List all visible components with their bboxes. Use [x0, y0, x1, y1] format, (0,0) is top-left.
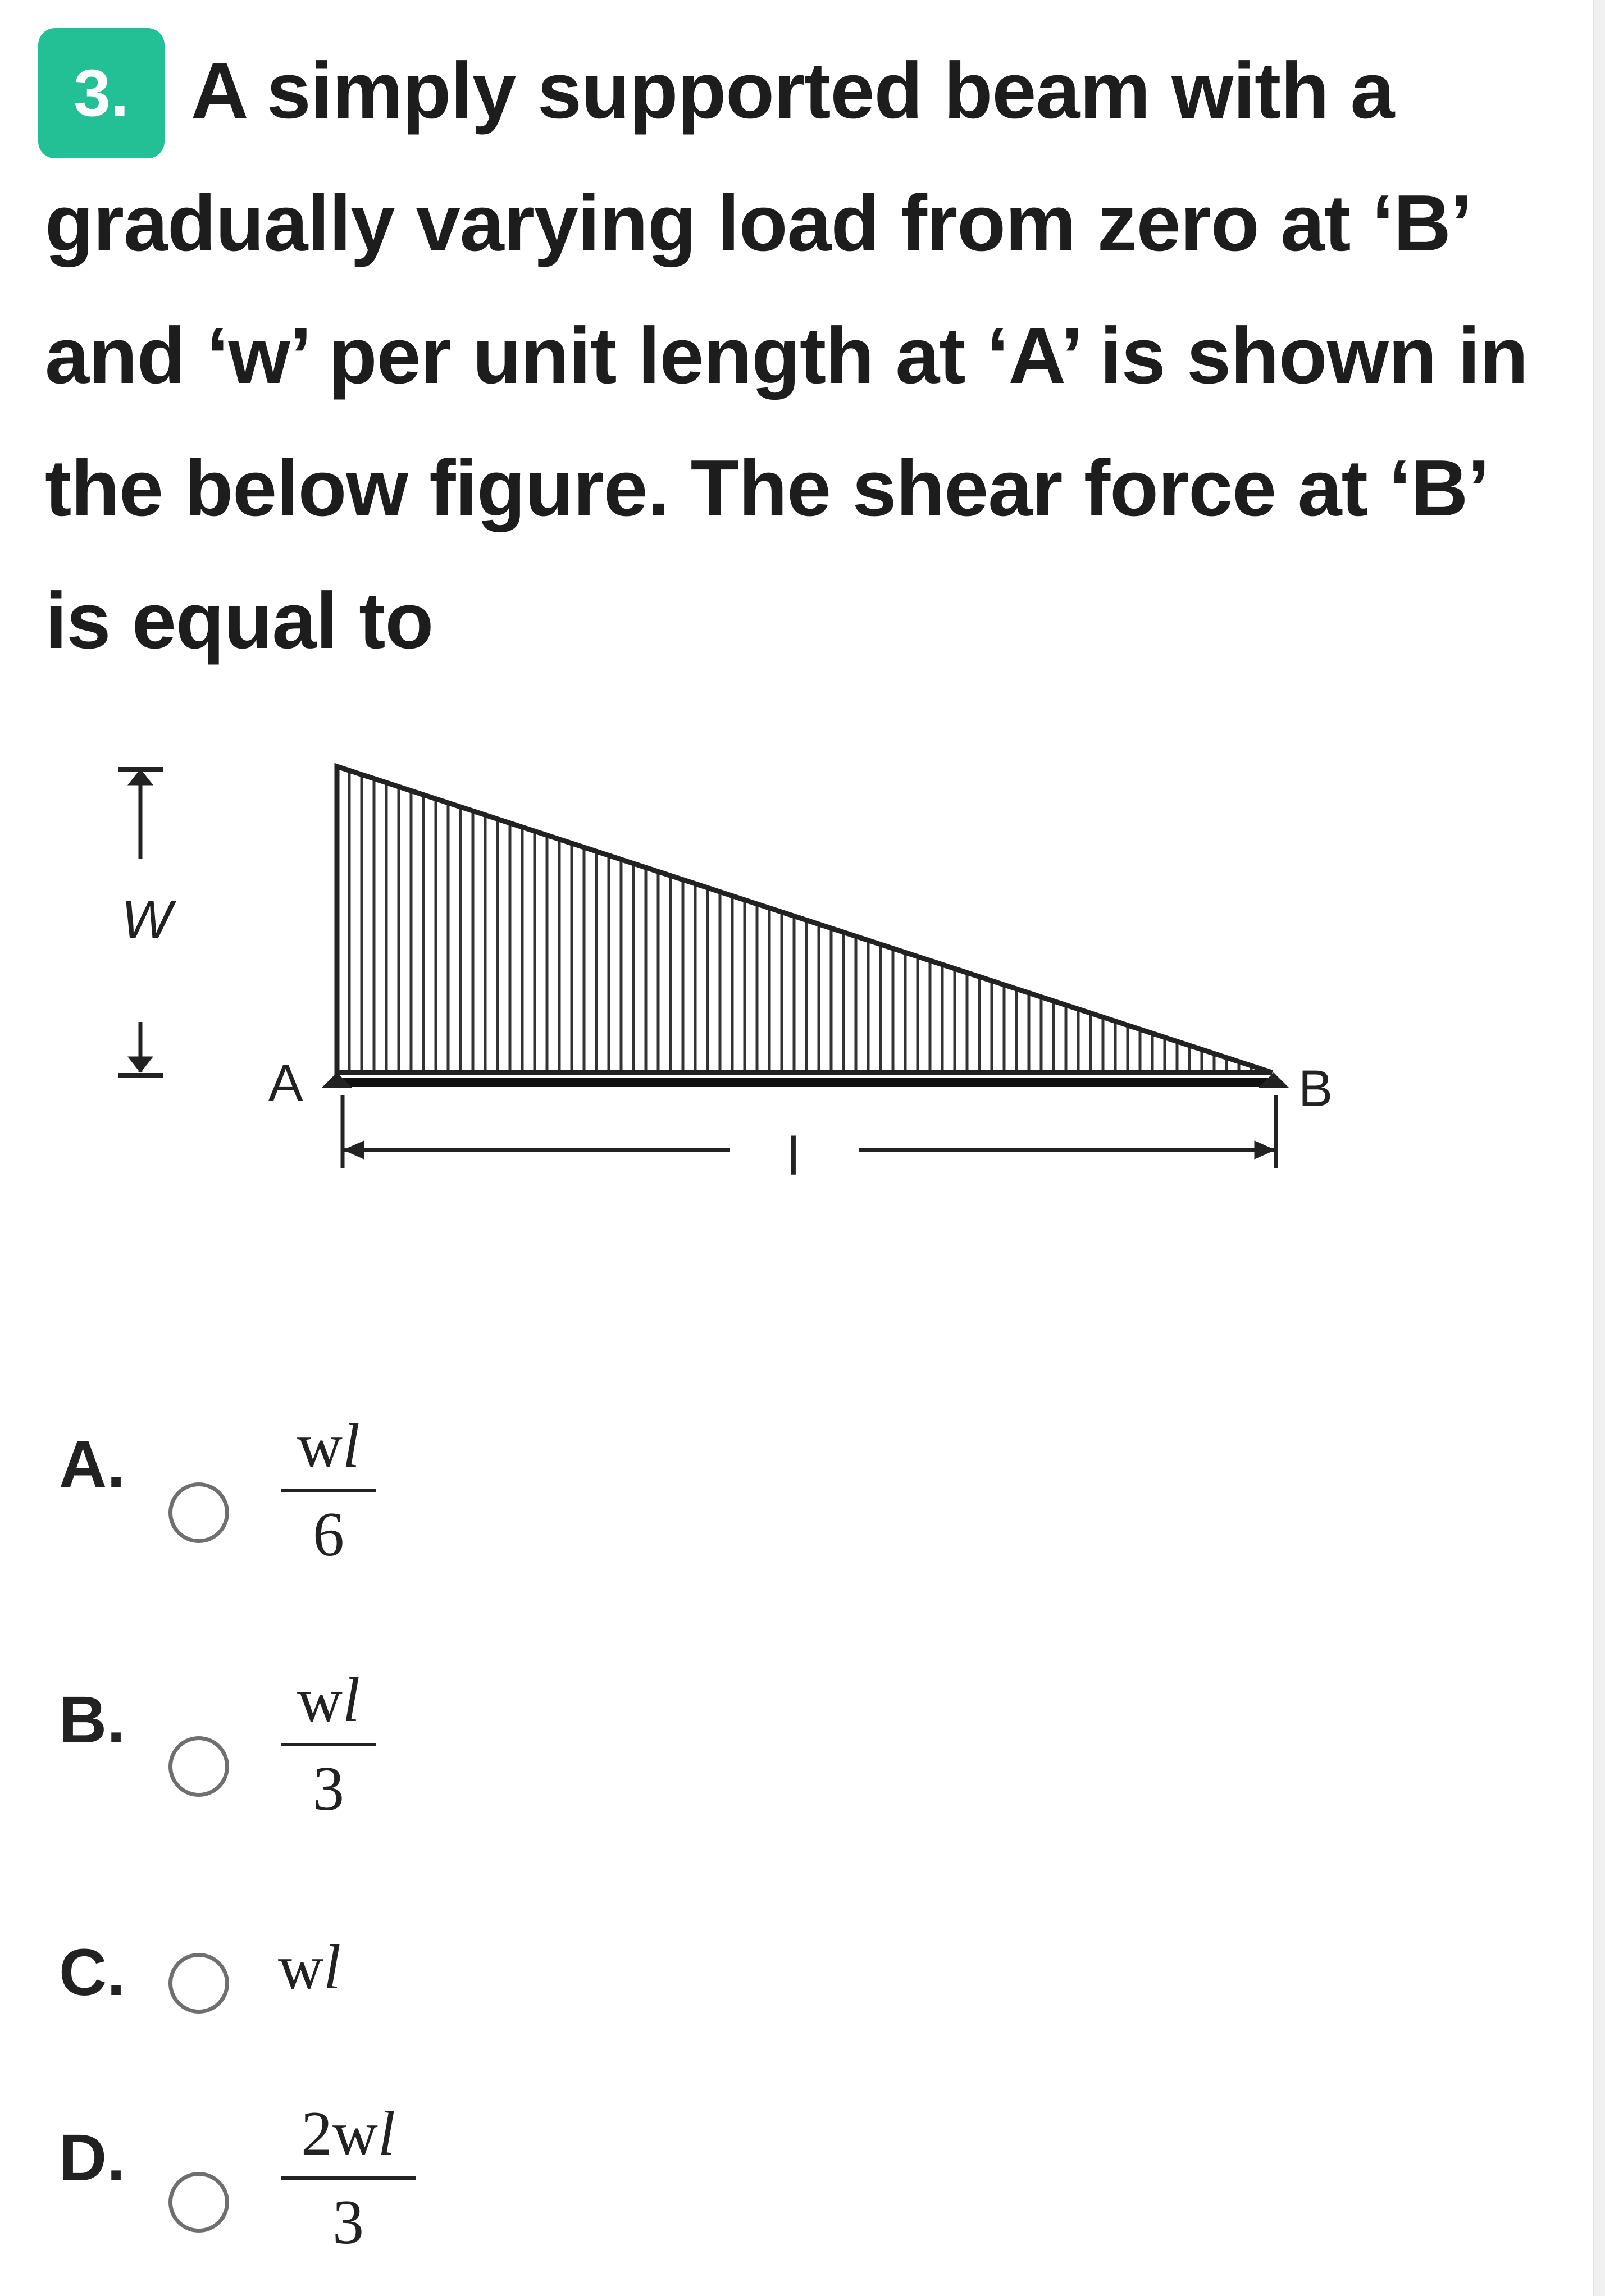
question-text-line-4: the below figure. The shear force at ‘B’ — [45, 444, 1489, 533]
option-c-letter: C. — [59, 1936, 125, 2010]
option-d-radio[interactable] — [168, 2172, 229, 2233]
question-text-line-2: gradually varying load from zero at ‘B’ — [45, 179, 1472, 268]
option-d-letter: D. — [59, 2121, 125, 2195]
beam-load-diagram — [0, 0, 1348, 1207]
label-b: B — [1298, 1060, 1333, 1117]
w-label: W — [121, 889, 172, 950]
question-text-line-1: A simply supported beam with a — [191, 46, 1394, 135]
option-c-radio[interactable] — [168, 1953, 229, 2014]
question-number-badge: 3. — [38, 28, 165, 158]
question-text-line-3: and ‘w’ per unit length at ‘A’ is shown in — [45, 311, 1528, 400]
option-b-expression: wl 3 — [281, 1661, 376, 1828]
option-b-letter: B. — [59, 1683, 125, 1757]
option-b-radio[interactable] — [168, 1736, 229, 1797]
label-a: A — [268, 1055, 303, 1112]
question-text-line-5: is equal to — [45, 576, 434, 665]
scrollbar[interactable] — [1593, 0, 1605, 2296]
triangular-load — [337, 766, 1272, 1072]
option-a-expression: wl 6 — [281, 1407, 376, 1574]
label-l: l — [787, 1126, 800, 1186]
option-c-expression: wl — [278, 1933, 341, 2002]
span-dimension — [343, 1095, 1276, 1168]
option-d-expression: 2wl 3 — [281, 2094, 416, 2262]
option-a-radio[interactable] — [168, 1482, 229, 1543]
option-a-letter: A. — [59, 1427, 125, 1501]
